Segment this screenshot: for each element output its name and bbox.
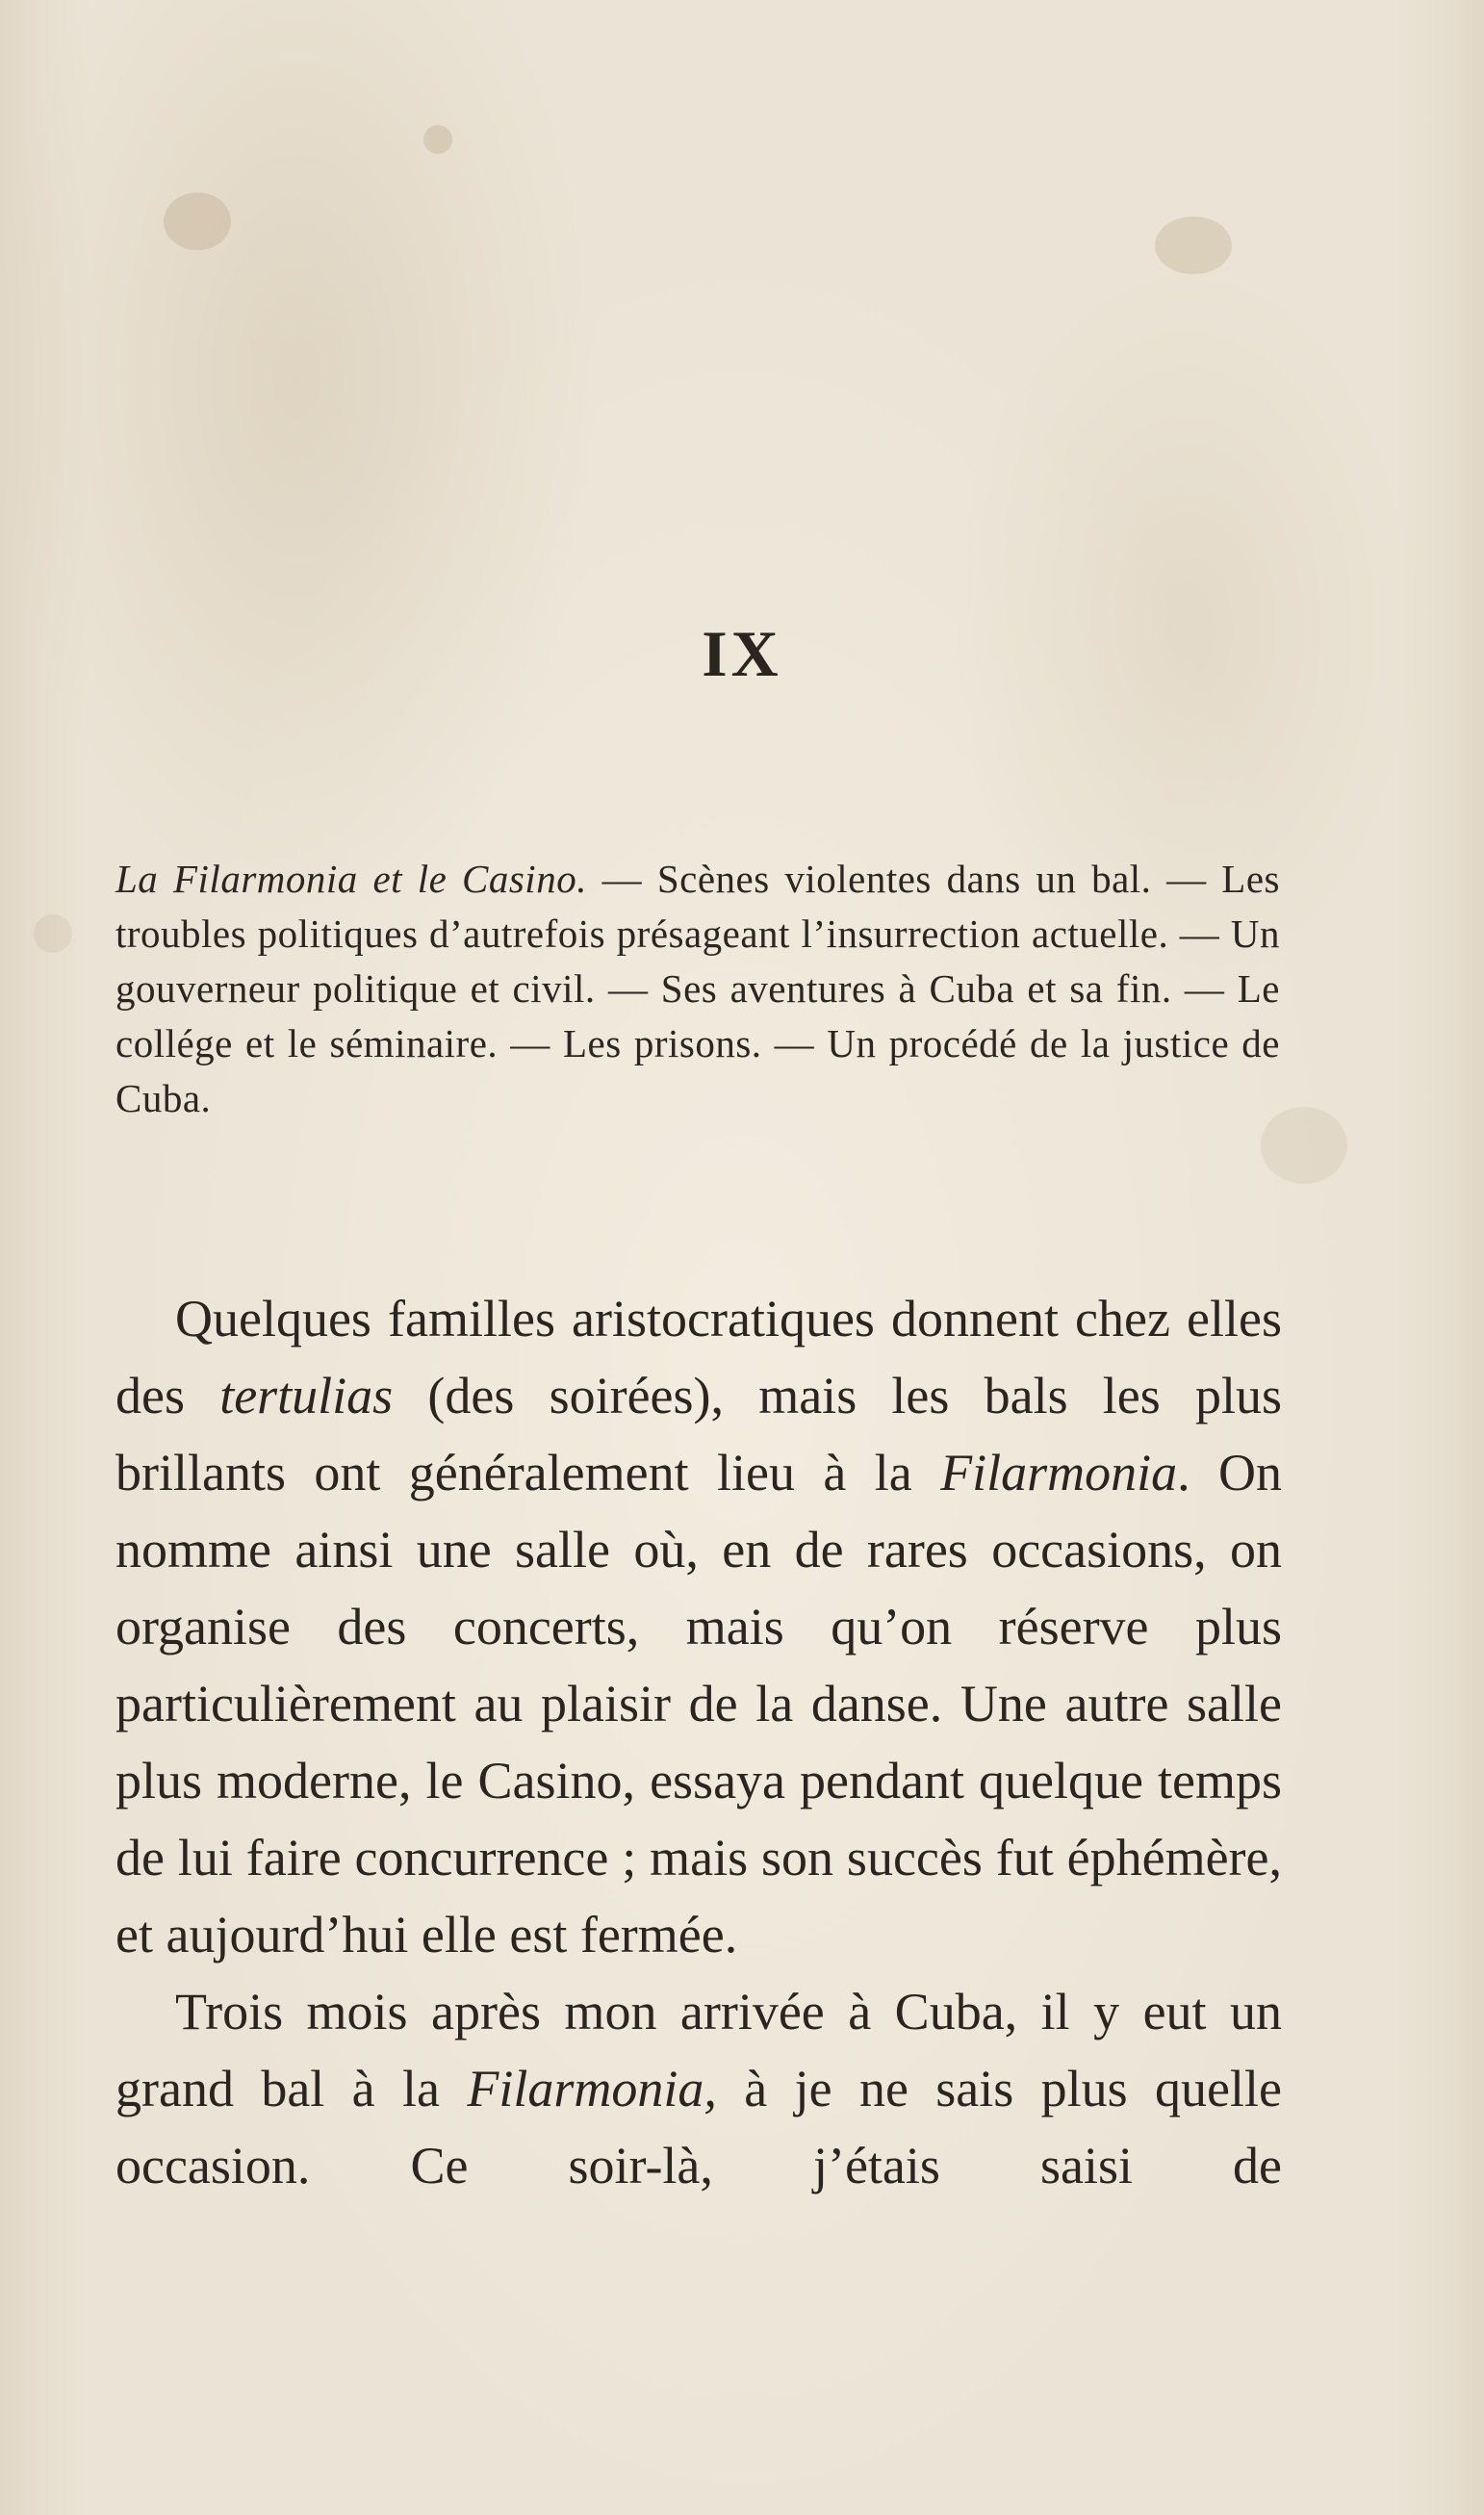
chapter-number: IX bbox=[702, 617, 782, 690]
paragraph-text: Trois mois après mon arrivée à Cuba, il y eut un grand bal à la bbox=[115, 1983, 1282, 2117]
summary-text: — Scènes violentes dans un bal. — Les troubles politiques d’autrefois présageant l’insurrection actuelle. — Un gouverneur politique et civil. — Ses aventures à Cuba et sa fin. — Le collége et le séminaire. — Les prisons. — Un procédé de la justice de Cuba. bbox=[115, 857, 1280, 1120]
paper-stain bbox=[423, 125, 452, 154]
italic-term: Filarmonia, bbox=[467, 2060, 717, 2117]
italic-term: Filarmonia bbox=[940, 1444, 1178, 1501]
paragraph-text: à je ne sais plus quelle occasion. Ce soir-là, j’étais saisi de bbox=[115, 2060, 1282, 2194]
paper-stain bbox=[164, 192, 231, 250]
paragraph-text: . On nomme ainsi une salle où, en de rares occasions, on organise des concerts, mais qu’on réserve plus particulièrement au plaisir de la danse. Une autre salle plus moderne, le Casino, essaya pendant quelque temps de lui faire concurrence ; mais son succès fut éphémère, et aujourd’hui elle est fermée. bbox=[115, 1444, 1282, 1963]
paper-stain bbox=[34, 914, 72, 953]
paragraph-text: Quelques familles aristocratiques donnent chez elles des bbox=[115, 1290, 1282, 1424]
paragraph bbox=[115, 1973, 1282, 2204]
paragraph-text: (des soirées), mais les bals les plus brillants ont généralement lieu à la bbox=[115, 1367, 1282, 1501]
body-text bbox=[115, 1280, 1282, 2204]
chapter-summary bbox=[115, 852, 1280, 1126]
summary-venue: La Filarmonia et le Casino. bbox=[115, 857, 587, 901]
paper-stain bbox=[1155, 217, 1232, 274]
italic-term: tertulias bbox=[219, 1367, 394, 1424]
paragraph bbox=[115, 1280, 1282, 1973]
